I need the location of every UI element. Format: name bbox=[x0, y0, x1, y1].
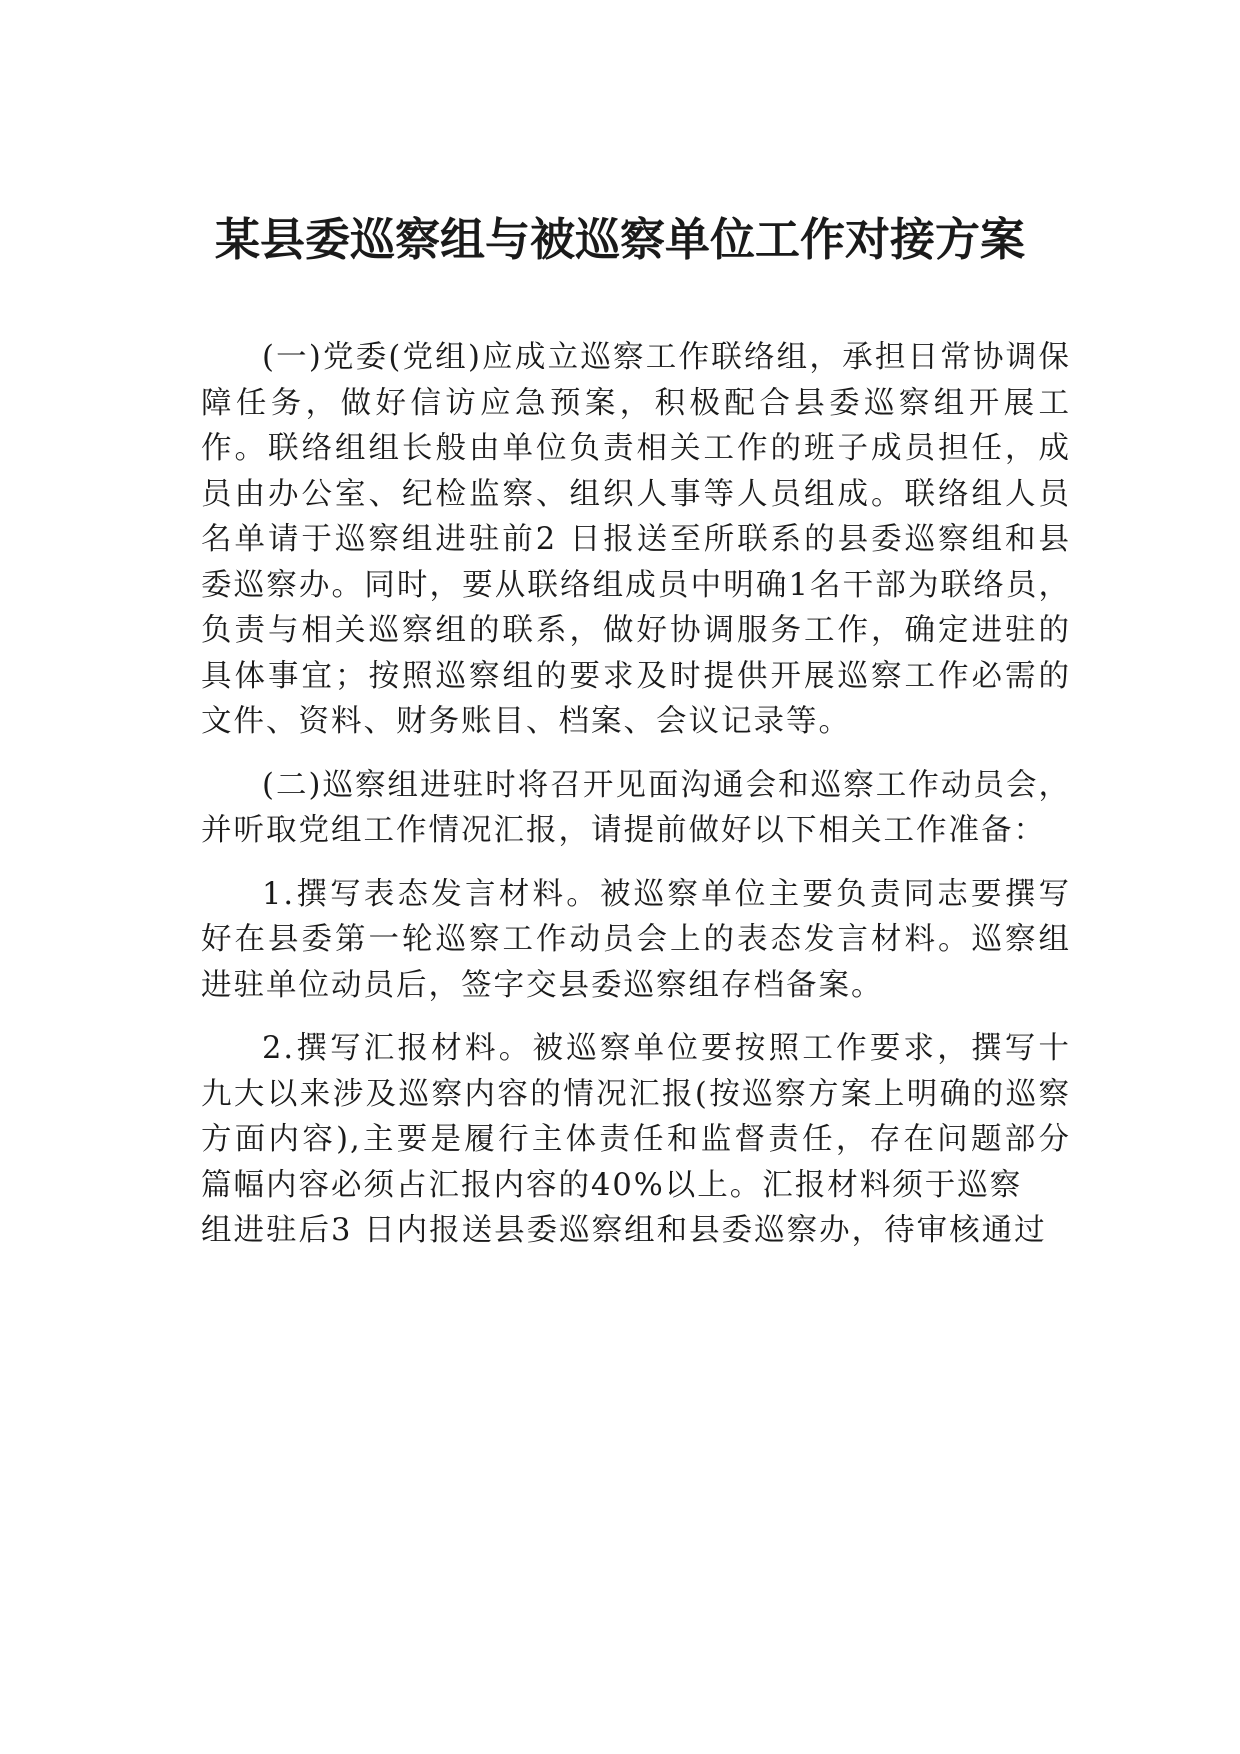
paragraph-continuation-line: 组进驻后3 日内报送县委巡察组和县委巡察办，待审核通过 bbox=[201, 1213, 1047, 1248]
paragraph-statement-material: 1.撰写表态发言材料。被巡察单位主要负责同志要撰写好在县委第一轮巡察工作动员会上的表态发言材料。巡察组进驻单位动员后，签字交县委巡察组存档备案。 bbox=[201, 876, 1071, 1003]
paragraph-meeting-preparation: (二)巡察组进驻时将召开见面沟通会和巡察工作动员会，并听取党组工作情况汇报，请提前做好以下相关工作准备： bbox=[201, 767, 1071, 848]
document-body bbox=[201, 335, 1071, 1254]
document-title: 某县委巡察组与被巡察单位工作对接方案 bbox=[214, 213, 1025, 266]
paragraph-report-material: 2.撰写汇报材料。被巡察单位要按照工作要求，撰写十九大以来涉及巡察内容的情况汇报(按巡察方案上明确的巡察方面内容),主要是履行主体责任和监督责任，存在问题部分篇幅内容必须占汇报内容的40%以上。汇报材料须于巡察 bbox=[201, 1031, 1071, 1203]
paragraph-liaison-group: (一)党委(党组)应成立巡察工作联络组，承担日常协调保障任务，做好信访应急预案，积极配合县委巡察组开展工作。联络组组长般由单位负责相关工作的班子成员担任，成员由办公室、纪检监察、组织人事等人员组成。联络组人员名单请于巡察组进驻前2 日报送至所联系的县委巡察组和县委巡察办。同时，要从联络组成员中明确1名干部为联络员，负责与相关巡察组的联系，做好协调服务工作，确定进驻的具体事宜；按照巡察组的要求及时提供开展巡察工作必需的文件、资料、财务账目、档案、会议记录等。 bbox=[201, 340, 1071, 739]
